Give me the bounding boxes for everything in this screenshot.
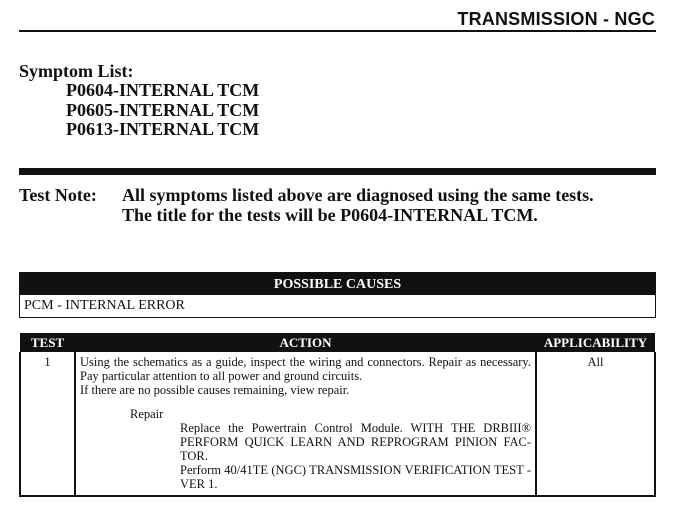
column-header-action: ACTION xyxy=(75,333,536,352)
column-header-test: TEST xyxy=(20,333,75,352)
repair-steps xyxy=(180,407,531,491)
possible-causes-box xyxy=(19,272,656,318)
test-note-text xyxy=(122,185,662,225)
test-number-cell: 1 xyxy=(20,352,75,496)
repair-step: Replace the Powertrain Control Module. WITH THE DRBIII® PERFORM QUICK LEARN AND REPROGRAM PINION FAC-TOR. xyxy=(180,421,531,463)
page-header-title: TRANSMISSION - NGC xyxy=(457,9,655,29)
repair-block xyxy=(80,407,531,491)
test-note-line: All symptoms listed above are diagnosed using the same tests. xyxy=(122,185,594,205)
action-instruction: If there are no possible causes remaining, view repair. xyxy=(80,383,350,397)
action-instruction: Using the schematics as a guide, inspect the wiring and connectors. Repair as necessary. Pay particular attention to all power and ground circuits. xyxy=(80,355,531,383)
symptom-list xyxy=(66,81,259,140)
test-note-line: The title for the tests will be P0604-INTERNAL TCM. xyxy=(122,205,538,225)
symptom-item: P0604-INTERNAL TCM xyxy=(66,80,260,100)
table-header-row xyxy=(20,333,655,352)
column-header-applicability: APPLICABILITY xyxy=(536,333,655,352)
table-row xyxy=(20,352,655,496)
test-action-table xyxy=(19,333,656,497)
header-divider xyxy=(19,30,656,32)
action-cell xyxy=(75,352,536,496)
repair-label: Repair xyxy=(130,407,164,421)
repair-step: Perform 40/41TE (NGC) TRANSMISSION VERIFICATION TEST - VER 1. xyxy=(180,463,531,491)
symptom-list-label: Symptom List: xyxy=(19,61,134,81)
symptom-item: P0613-INTERNAL TCM xyxy=(66,119,260,139)
possible-cause-item: PCM - INTERNAL ERROR xyxy=(24,298,185,313)
possible-causes-heading: POSSIBLE CAUSES xyxy=(20,273,655,295)
test-note-label: Test Note: xyxy=(19,185,97,205)
section-divider xyxy=(19,168,656,175)
applicability-cell: All xyxy=(536,352,655,496)
symptom-item: P0605-INTERNAL TCM xyxy=(66,99,260,120)
